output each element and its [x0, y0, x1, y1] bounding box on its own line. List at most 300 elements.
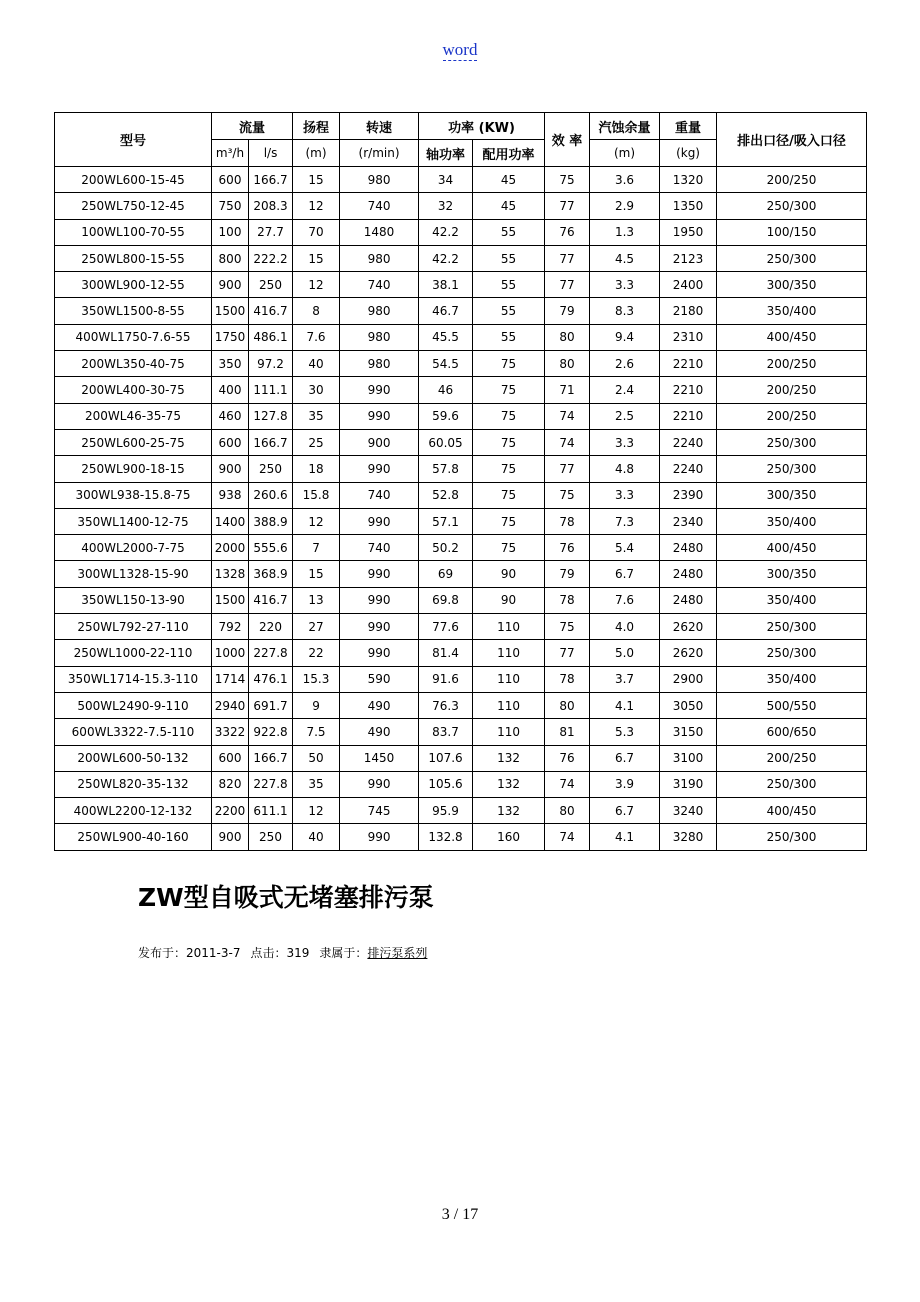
table-cell: 110	[473, 666, 545, 692]
table-cell: 350WL150-13-90	[55, 587, 212, 613]
table-cell: 980	[340, 351, 419, 377]
table-row	[55, 456, 867, 482]
table-row	[55, 692, 867, 718]
table-cell: 74	[545, 771, 590, 797]
table-cell: 75	[545, 167, 590, 193]
click-count: 点击：319	[250, 946, 310, 960]
table-cell: 900	[212, 272, 249, 298]
table-cell: 3050	[660, 692, 717, 718]
table-cell: 476.1	[249, 666, 293, 692]
table-cell: 4.1	[590, 692, 660, 718]
table-cell: 2310	[660, 324, 717, 350]
table-cell: 250WL792-27-110	[55, 614, 212, 640]
table-cell: 990	[340, 508, 419, 534]
table-cell: 1500	[212, 298, 249, 324]
table-cell: 250/300	[717, 640, 867, 666]
table-cell: 74	[545, 429, 590, 455]
table-row	[55, 377, 867, 403]
table-cell: 222.2	[249, 245, 293, 271]
table-cell: 350/400	[717, 666, 867, 692]
table-cell: 90	[473, 587, 545, 613]
table-cell: 50.2	[419, 535, 473, 561]
table-cell: 160	[473, 824, 545, 850]
table-cell: 69.8	[419, 587, 473, 613]
table-cell: 80	[545, 351, 590, 377]
table-cell: 792	[212, 614, 249, 640]
table-cell: 740	[340, 193, 419, 219]
table-cell: 55	[473, 272, 545, 298]
table-cell: 4.8	[590, 456, 660, 482]
table-cell: 2480	[660, 535, 717, 561]
table-cell: 200WL350-40-75	[55, 351, 212, 377]
table-cell: 100	[212, 219, 249, 245]
table-cell: 300/350	[717, 272, 867, 298]
table-row	[55, 429, 867, 455]
table-cell: 900	[212, 456, 249, 482]
table-cell: 250WL1000-22-110	[55, 640, 212, 666]
table-cell: 200/250	[717, 403, 867, 429]
category-link[interactable]: 排污泵系列	[367, 946, 428, 960]
published-date: 发布于：2011-3-7	[138, 946, 241, 960]
table-row	[55, 245, 867, 271]
table-cell: 45	[473, 167, 545, 193]
table-row	[55, 298, 867, 324]
table-cell: 78	[545, 666, 590, 692]
table-cell: 110	[473, 640, 545, 666]
table-cell: 3322	[212, 719, 249, 745]
table-cell: 25	[293, 429, 340, 455]
table-cell: 54.5	[419, 351, 473, 377]
table-cell: 75	[473, 535, 545, 561]
table-row	[55, 798, 867, 824]
table-cell: 200/250	[717, 167, 867, 193]
table-cell: 350WL1714-15.3-110	[55, 666, 212, 692]
table-cell: 8.3	[590, 298, 660, 324]
table-cell: 3.9	[590, 771, 660, 797]
table-cell: 350WL1500-8-55	[55, 298, 212, 324]
table-cell: 105.6	[419, 771, 473, 797]
table-cell: 990	[340, 456, 419, 482]
table-cell: 2.6	[590, 351, 660, 377]
table-cell: 7.3	[590, 508, 660, 534]
table-cell: 7	[293, 535, 340, 561]
table-cell: 600WL3322-7.5-110	[55, 719, 212, 745]
table-cell: 200WL46-35-75	[55, 403, 212, 429]
table-cell: 227.8	[249, 771, 293, 797]
table-cell: 600/650	[717, 719, 867, 745]
table-cell: 40	[293, 824, 340, 850]
table-cell: 200/250	[717, 351, 867, 377]
table-cell: 46.7	[419, 298, 473, 324]
table-header	[55, 113, 867, 167]
table-cell: 2200	[212, 798, 249, 824]
table-cell: 90	[473, 561, 545, 587]
table-cell: 9.4	[590, 324, 660, 350]
table-cell: 820	[212, 771, 249, 797]
table-cell: 250/300	[717, 456, 867, 482]
table-cell: 1350	[660, 193, 717, 219]
table-cell: 250WL800-15-55	[55, 245, 212, 271]
table-body	[55, 167, 867, 851]
table-cell: 35	[293, 403, 340, 429]
table-cell: 740	[340, 272, 419, 298]
table-cell: 60.05	[419, 429, 473, 455]
table-cell: 5.4	[590, 535, 660, 561]
table-cell: 6.7	[590, 798, 660, 824]
table-cell: 75	[545, 614, 590, 640]
table-cell: 100/150	[717, 219, 867, 245]
table-cell: 200/250	[717, 745, 867, 771]
table-cell: 490	[340, 692, 419, 718]
table-cell: 79	[545, 298, 590, 324]
table-cell: 80	[545, 692, 590, 718]
table-cell: 990	[340, 377, 419, 403]
table-cell: 12	[293, 798, 340, 824]
table-cell: 38.1	[419, 272, 473, 298]
table-cell: 2940	[212, 692, 249, 718]
table-cell: 7.6	[293, 324, 340, 350]
table-cell: 50	[293, 745, 340, 771]
table-cell: 75	[545, 482, 590, 508]
table-cell: 416.7	[249, 298, 293, 324]
table-row	[55, 535, 867, 561]
table-cell: 5.3	[590, 719, 660, 745]
table-cell: 76.3	[419, 692, 473, 718]
table-cell: 990	[340, 614, 419, 640]
table-cell: 2620	[660, 614, 717, 640]
table-cell: 400WL2200-12-132	[55, 798, 212, 824]
table-cell: 12	[293, 193, 340, 219]
table-cell: 2480	[660, 561, 717, 587]
table-cell: 45	[473, 193, 545, 219]
table-row	[55, 272, 867, 298]
table-cell: 100WL100-70-55	[55, 219, 212, 245]
table-cell: 740	[340, 482, 419, 508]
table-cell: 76	[545, 535, 590, 561]
table-cell: 3.3	[590, 482, 660, 508]
table-cell: 200WL400-30-75	[55, 377, 212, 403]
table-cell: 69	[419, 561, 473, 587]
table-cell: 5.0	[590, 640, 660, 666]
table-cell: 400WL1750-7.6-55	[55, 324, 212, 350]
table-cell: 55	[473, 298, 545, 324]
table-cell: 3190	[660, 771, 717, 797]
table-cell: 30	[293, 377, 340, 403]
table-cell: 55	[473, 245, 545, 271]
table-cell: 77.6	[419, 614, 473, 640]
table-cell: 1500	[212, 587, 249, 613]
table-cell: 1450	[340, 745, 419, 771]
table-cell: 400/450	[717, 324, 867, 350]
header-speed: 转速	[340, 113, 419, 140]
header-flow: 流量	[212, 113, 293, 140]
table-row	[55, 482, 867, 508]
table-cell: 611.1	[249, 798, 293, 824]
table-cell: 1750	[212, 324, 249, 350]
pump-spec-table	[54, 112, 867, 851]
table-cell: 2400	[660, 272, 717, 298]
table-row	[55, 587, 867, 613]
table-cell: 4.1	[590, 824, 660, 850]
table-cell: 45.5	[419, 324, 473, 350]
table-cell: 250/300	[717, 771, 867, 797]
table-cell: 3.3	[590, 272, 660, 298]
table-cell: 132	[473, 798, 545, 824]
table-cell: 12	[293, 272, 340, 298]
table-cell: 227.8	[249, 640, 293, 666]
table-row	[55, 824, 867, 850]
table-cell: 15	[293, 561, 340, 587]
table-cell: 990	[340, 640, 419, 666]
table-cell: 980	[340, 167, 419, 193]
table-cell: 388.9	[249, 508, 293, 534]
table-cell: 110	[473, 614, 545, 640]
table-cell: 250/300	[717, 614, 867, 640]
table-cell: 74	[545, 403, 590, 429]
table-cell: 91.6	[419, 666, 473, 692]
table-cell: 22	[293, 640, 340, 666]
table-cell: 42.2	[419, 245, 473, 271]
table-cell: 1480	[340, 219, 419, 245]
table-cell: 77	[545, 640, 590, 666]
table-cell: 2900	[660, 666, 717, 692]
header-head-unit: (m)	[293, 140, 340, 167]
table-row	[55, 561, 867, 587]
table-cell: 3240	[660, 798, 717, 824]
table-cell: 132.8	[419, 824, 473, 850]
table-cell: 250	[249, 456, 293, 482]
table-row	[55, 351, 867, 377]
table-cell: 1950	[660, 219, 717, 245]
table-cell: 200WL600-15-45	[55, 167, 212, 193]
table-cell: 27	[293, 614, 340, 640]
table-cell: 9	[293, 692, 340, 718]
table-cell: 78	[545, 508, 590, 534]
table-cell: 75	[473, 482, 545, 508]
table-cell: 990	[340, 824, 419, 850]
table-cell: 220	[249, 614, 293, 640]
table-cell: 35	[293, 771, 340, 797]
table-cell: 15.8	[293, 482, 340, 508]
table-cell: 2.5	[590, 403, 660, 429]
table-cell: 980	[340, 298, 419, 324]
table-cell: 2000	[212, 535, 249, 561]
table-cell: 1000	[212, 640, 249, 666]
table-cell: 500/550	[717, 692, 867, 718]
table-cell: 76	[545, 745, 590, 771]
table-cell: 590	[340, 666, 419, 692]
header-weight-unit: (kg)	[660, 140, 717, 167]
table-cell: 75	[473, 377, 545, 403]
table-cell: 400/450	[717, 798, 867, 824]
table-cell: 57.1	[419, 508, 473, 534]
table-cell: 75	[473, 403, 545, 429]
table-cell: 900	[212, 824, 249, 850]
table-cell: 250WL900-40-160	[55, 824, 212, 850]
table-cell: 260.6	[249, 482, 293, 508]
table-cell: 32	[419, 193, 473, 219]
table-cell: 990	[340, 771, 419, 797]
table-cell: 745	[340, 798, 419, 824]
table-cell: 59.6	[419, 403, 473, 429]
table-cell: 2210	[660, 403, 717, 429]
table-cell: 460	[212, 403, 249, 429]
table-cell: 208.3	[249, 193, 293, 219]
table-cell: 3150	[660, 719, 717, 745]
table-cell: 76	[545, 219, 590, 245]
table-cell: 980	[340, 245, 419, 271]
table-cell: 2123	[660, 245, 717, 271]
table-cell: 83.7	[419, 719, 473, 745]
category-label: 隶属于：	[319, 946, 368, 960]
table-cell: 350/400	[717, 587, 867, 613]
table-cell: 980	[340, 324, 419, 350]
table-cell: 2.4	[590, 377, 660, 403]
table-cell: 250/300	[717, 429, 867, 455]
table-cell: 922.8	[249, 719, 293, 745]
table-cell: 350	[212, 351, 249, 377]
table-cell: 500WL2490-9-110	[55, 692, 212, 718]
table-row	[55, 666, 867, 692]
table-cell: 2210	[660, 377, 717, 403]
table-cell: 127.8	[249, 403, 293, 429]
table-cell: 75	[473, 508, 545, 534]
table-cell: 110	[473, 692, 545, 718]
table-cell: 555.6	[249, 535, 293, 561]
table-cell: 250/300	[717, 824, 867, 850]
table-cell: 200/250	[717, 377, 867, 403]
article-meta	[138, 944, 427, 961]
table-cell: 15	[293, 167, 340, 193]
table-cell: 250WL600-25-75	[55, 429, 212, 455]
table-cell: 250	[249, 824, 293, 850]
table-cell: 7.5	[293, 719, 340, 745]
table-cell: 350/400	[717, 298, 867, 324]
table-cell: 42.2	[419, 219, 473, 245]
header-npsh: 汽蚀余量	[590, 113, 660, 140]
article-title: ZW型自吸式无堵塞排污泵	[138, 883, 434, 912]
header-weight: 重量	[660, 113, 717, 140]
header-model: 型号	[55, 113, 212, 167]
table-cell: 250/300	[717, 245, 867, 271]
table-cell: 15	[293, 245, 340, 271]
table-cell: 600	[212, 429, 249, 455]
table-cell: 800	[212, 245, 249, 271]
header-efficiency: 效 率	[545, 113, 590, 167]
table-cell: 81.4	[419, 640, 473, 666]
table-cell: 132	[473, 771, 545, 797]
header-word-link-text[interactable]: word	[442, 40, 478, 59]
table-cell: 77	[545, 456, 590, 482]
table-cell: 2240	[660, 429, 717, 455]
table-cell: 200WL600-50-132	[55, 745, 212, 771]
table-cell: 4.5	[590, 245, 660, 271]
table-cell: 300WL900-12-55	[55, 272, 212, 298]
table-cell: 111.1	[249, 377, 293, 403]
header-flow-unit-ls: l/s	[249, 140, 293, 167]
header-word-link[interactable]	[0, 40, 920, 60]
table-cell: 95.9	[419, 798, 473, 824]
table-cell: 2620	[660, 640, 717, 666]
table-cell: 416.7	[249, 587, 293, 613]
table-cell: 77	[545, 193, 590, 219]
table-cell: 71	[545, 377, 590, 403]
table-cell: 250WL750-12-45	[55, 193, 212, 219]
table-cell: 400	[212, 377, 249, 403]
table-cell: 2240	[660, 456, 717, 482]
table-cell: 4.0	[590, 614, 660, 640]
table-cell: 13	[293, 587, 340, 613]
table-cell: 75	[473, 456, 545, 482]
table-cell: 6.7	[590, 561, 660, 587]
table-row	[55, 719, 867, 745]
table-cell: 166.7	[249, 167, 293, 193]
header-speed-unit: (r/min)	[340, 140, 419, 167]
table-cell: 75	[473, 429, 545, 455]
table-row	[55, 745, 867, 771]
table-cell: 110	[473, 719, 545, 745]
table-cell: 18	[293, 456, 340, 482]
table-cell: 1.3	[590, 219, 660, 245]
table-row	[55, 403, 867, 429]
table-row	[55, 324, 867, 350]
table-cell: 40	[293, 351, 340, 377]
table-cell: 57.8	[419, 456, 473, 482]
header-npsh-unit: (m)	[590, 140, 660, 167]
table-cell: 2480	[660, 587, 717, 613]
table-cell: 740	[340, 535, 419, 561]
table-cell: 250	[249, 272, 293, 298]
table-cell: 368.9	[249, 561, 293, 587]
table-cell: 1714	[212, 666, 249, 692]
table-cell: 990	[340, 587, 419, 613]
table-cell: 81	[545, 719, 590, 745]
table-cell: 74	[545, 824, 590, 850]
table-cell: 77	[545, 245, 590, 271]
header-head: 扬程	[293, 113, 340, 140]
table-cell: 7.6	[590, 587, 660, 613]
table-cell: 166.7	[249, 429, 293, 455]
table-cell: 3280	[660, 824, 717, 850]
table-row	[55, 508, 867, 534]
table-cell: 80	[545, 324, 590, 350]
table-cell: 34	[419, 167, 473, 193]
table-cell: 6.7	[590, 745, 660, 771]
header-shaft-power: 轴功率	[419, 140, 473, 167]
table-cell: 77	[545, 272, 590, 298]
table-cell: 79	[545, 561, 590, 587]
table-row	[55, 771, 867, 797]
table-cell: 2180	[660, 298, 717, 324]
table-cell: 990	[340, 403, 419, 429]
table-cell: 350WL1400-12-75	[55, 508, 212, 534]
table-cell: 250WL820-35-132	[55, 771, 212, 797]
table-cell: 78	[545, 587, 590, 613]
table-cell: 2.9	[590, 193, 660, 219]
table-cell: 900	[340, 429, 419, 455]
table-cell: 750	[212, 193, 249, 219]
table-cell: 600	[212, 745, 249, 771]
table-cell: 107.6	[419, 745, 473, 771]
table-cell: 55	[473, 324, 545, 350]
table-row	[55, 640, 867, 666]
table-cell: 3.6	[590, 167, 660, 193]
table-cell: 300/350	[717, 561, 867, 587]
table-cell: 490	[340, 719, 419, 745]
table-cell: 2390	[660, 482, 717, 508]
table-cell: 97.2	[249, 351, 293, 377]
table-cell: 12	[293, 508, 340, 534]
